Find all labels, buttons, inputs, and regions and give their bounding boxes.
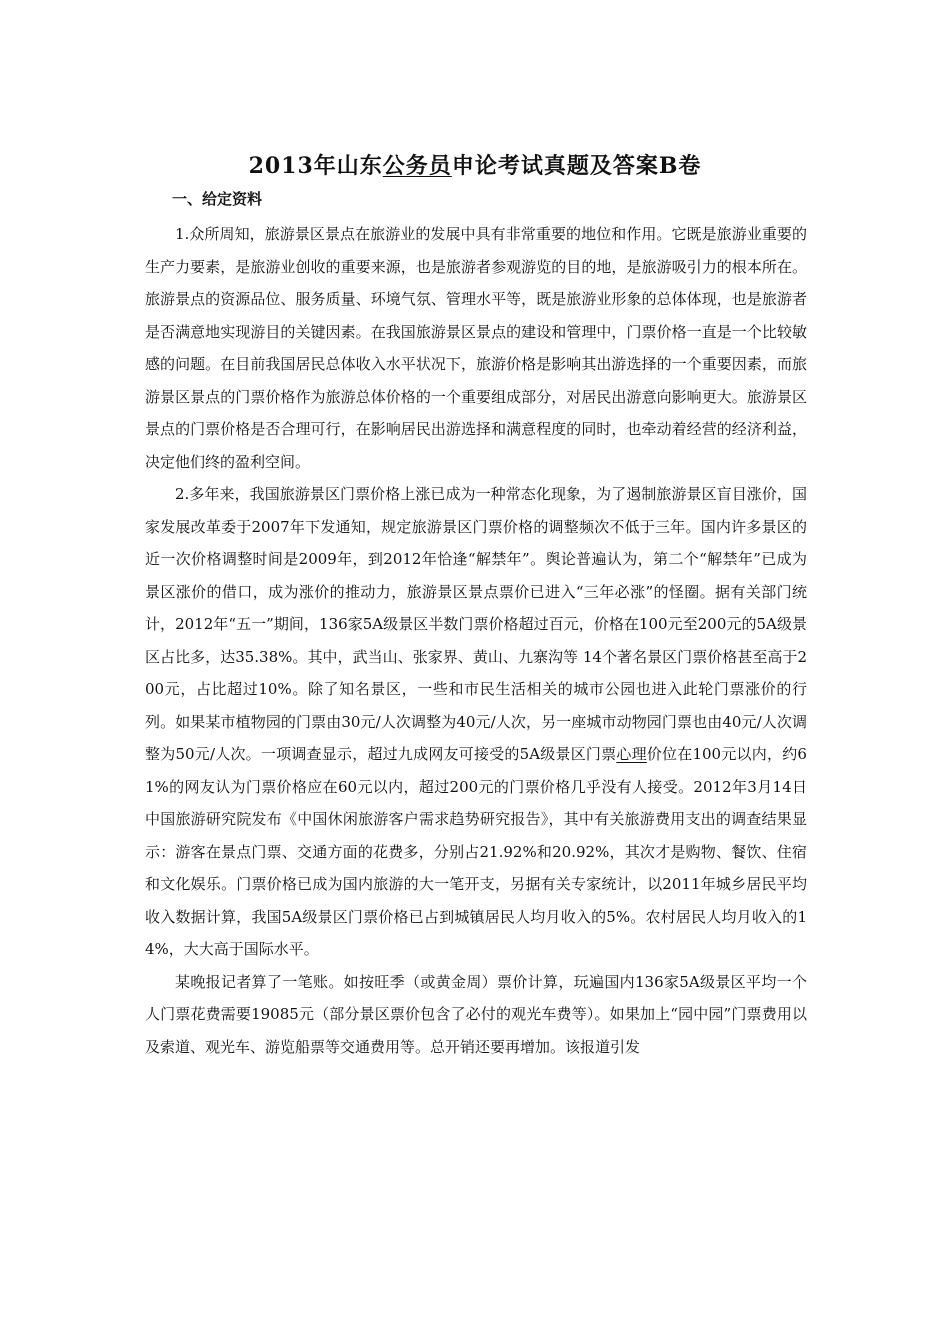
title-suffix: 申论考试真题及答案B卷 (451, 152, 702, 179)
paragraph-2-before-link: 2.多年来，我国旅游景区门票价格上涨已成为一种常态化现象，为了遏制旅游景区盲目涨价，国家发展改革委于2007年下发通知，规定旅游景区门票价格的调整频次不低于三年。国内许多景区的近一次价格调整时间是2009年，到2012年恰逢“解禁年”。舆论普遍认为，第二个“解禁年”已成为景区涨价的借口，成为涨价的推动力，旅游景区景点票价已进入“三年必涨”的怪圈。据有关部门统计，2012年“五一”期间，136家5A级景区半数门票价格超过百元，价格在100元至200元的5A级景区占比多，达35.38%。其中，武当山、张家界、黄山、九寨沟等 14个著名景区门票价格甚至高于200元，占比超过10%。除了知名景区，一些和市民生活相关的城市公园也进入此轮门票涨价的行列。如果某市植物园的门票由30元/人次调整为40元/人次，另一座城市动物园门票也由40元/人次调整为50元/人次。一项调查显示，超过九成网友可接受的5A级景区门票 (145, 485, 807, 763)
title-link-civil-servant[interactable]: 公务员 (382, 152, 452, 179)
paragraph-2-after-link: 价位在100元以内，约61%的网友认为门票价格应在60元以内，超过200元的门票价格几乎没有人接受。2012年3月14日中国旅游研究院发布《中国休闲旅游客户需求趋势研究报告》，其中有关旅游费用支出的调查结果显示：游客在景点门票、交通方面的花费多，分别占21.92%和20.92%，其次才是购物、餐饮、住宿和文化娱乐。门票价格已成为国内旅游的大一笔开支，另据有关专家统计，以2011年城乡居民平均收入数据计算，我国5A级景区门票价格已占到城镇居民人均月收入的5%。农村居民人均月收入的14%，大大高于国际水平。 (145, 745, 807, 958)
paragraph-2 (145, 478, 807, 966)
page-title (0, 145, 950, 187)
title-prefix: 2013年山东 (248, 152, 383, 179)
paragraph-3: 某晚报记者算了一笔账。如按旺季（或黄金周）票价计算，玩遍国内136家5A级景区平均一个人门票花费需要19085元（部分景区票价包含了必付的观光车费等）。如果加上“园中园”门票费用以及索道、观光车、游览船票等交通费用等。总开销还要再增加。该报道引发 (145, 972, 807, 1056)
document-body (145, 218, 807, 1063)
psychology-link[interactable]: 心理 (616, 745, 647, 763)
section-heading: 一、给定资料 (172, 190, 263, 208)
paragraph-1: 1.众所周知，旅游景区景点在旅游业的发展中具有非常重要的地位和作用。它既是旅游业重要的生产力要素，是旅游业创收的重要来源，也是旅游者参观游览的目的地，是旅游吸引力的根本所在。旅游景点的资源品位、服务质量、环境气氛、管理水平等，既是旅游业形象的总体体现，也是旅游者是否满意地实现游目的关键因素。在我国旅游景区景点的建设和管理中，门票价格一直是一个比较敏感的问题。在目前我国居民总体收入水平状况下，旅游价格是影响其出游选择的一个重要因素，而旅游景区景点的门票价格作为旅游总体价格的一个重要组成部分，对居民出游意向影响更大。旅游景区景点的门票价格是否合理可行，在影响居民出游选择和满意程度的同时，也牵动着经营的经济利益，决定他们终的盈利空间。 (145, 225, 807, 471)
